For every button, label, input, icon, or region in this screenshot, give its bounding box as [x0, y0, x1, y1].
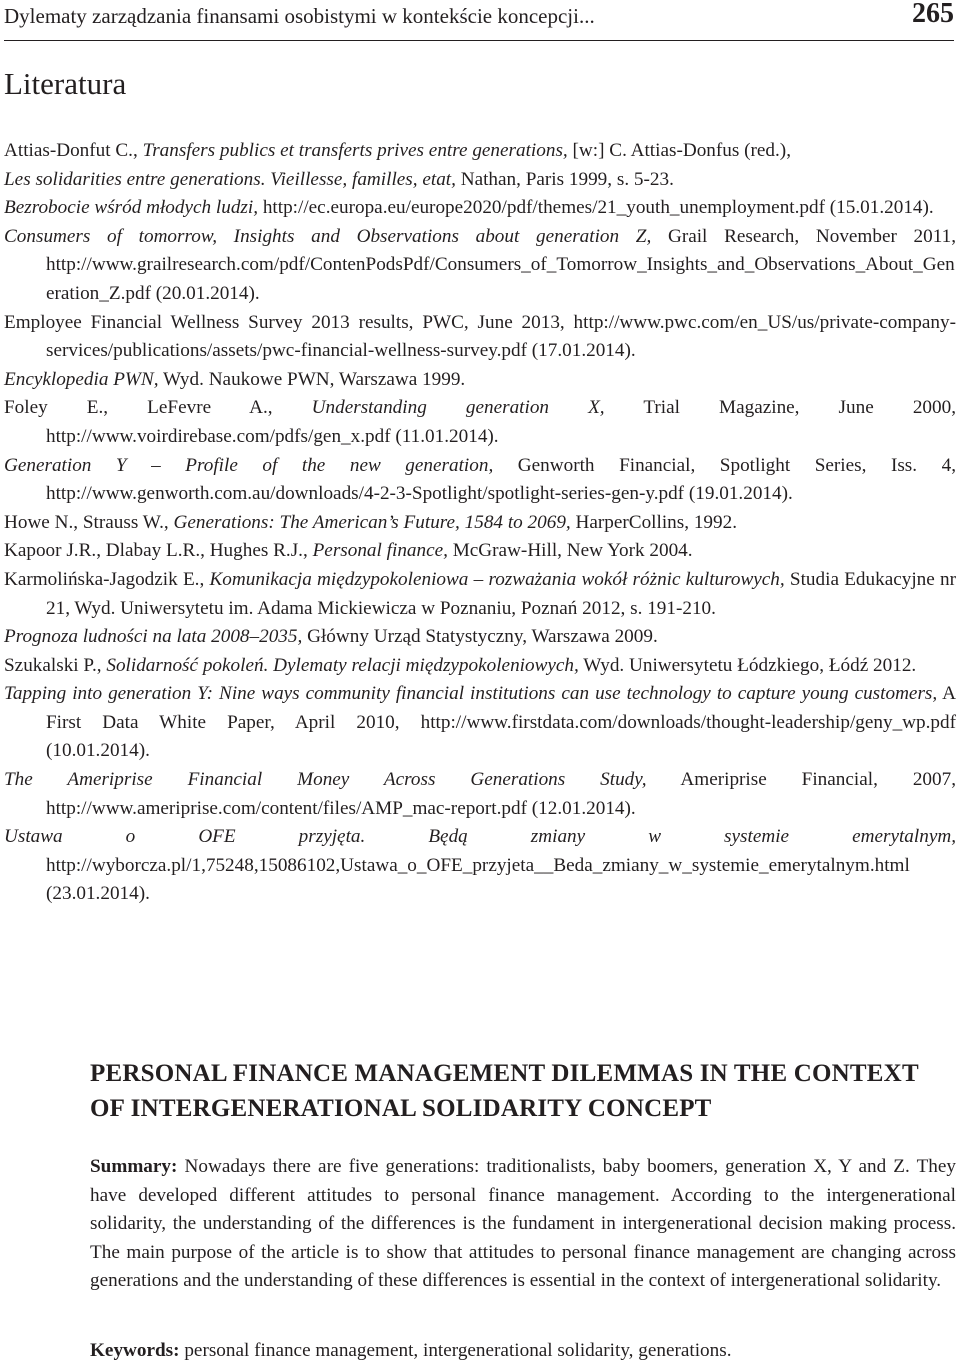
- keywords-paragraph: [90, 1337, 956, 1365]
- reference-authors: Karmolińska-Jagodzik E.,: [4, 568, 210, 590]
- reference-details: http://wyborcza.pl/1,75248,15086102,Ustawa_o_OFE_przyjeta__Beda_zmiany_w_systemie_emerytalnym.html (23.01.2014).: [46, 854, 910, 905]
- keywords-text: personal finance management, intergenerational solidarity, generations.: [179, 1340, 732, 1361]
- reference-title: Personal finance,: [312, 540, 448, 562]
- reference-authors: Foley E., LeFevre A.,: [4, 397, 312, 419]
- reference-details: Ameriprise Financial, 2007, http://www.ameriprise.com/content/files/AMP_mac-report.pdf (12.01.2014).: [46, 769, 956, 819]
- reference-authors: Attias-Donfut C.,: [4, 140, 143, 161]
- reference-authors: Kapoor J.R., Dlabay L.R., Hughes R.J.,: [4, 540, 313, 562]
- reference-title: Generation Y – Profile of the new generation,: [4, 454, 494, 476]
- reference-item: [4, 509, 956, 538]
- reference-details: A First Data White Paper, April 2010, http://www.firstdata.com/downloads/thought-leadership/geny_wp.pdf (10.01.2014).: [46, 683, 956, 762]
- reference-details: [w:] C. Attias-Donfus (red.),: [567, 140, 791, 161]
- reference-details: Genworth Financial, Spotlight Series, Iss. 4, http://www.genworth.com.au/downloads/4-2-3-Spotlight/spotlight-series-gen-y.pdf (19.01.2014).: [46, 454, 957, 505]
- reference-details: HarperCollins, 1992.: [570, 511, 738, 533]
- reference-item: [4, 366, 956, 395]
- reference-item: [4, 680, 956, 766]
- reference-title: Solidarność pokoleń. Dylematy relacji międzypokoleniowych,: [106, 654, 579, 676]
- reference-item: [4, 566, 956, 623]
- summary-text: Nowadays there are five generations: traditionalists, baby boomers, generation X, Y and Z. They have developed different attitudes to personal finance management. According to the intergenerational solidarity, the understanding of the differences is the fundament in intergenerational decision making process. The main purpose of the article is to show that attitudes to personal finance management are changing across generations and the understanding of these differences is essential in the context of intergenerational solidarity.: [90, 1156, 956, 1292]
- reference-item: [4, 823, 956, 909]
- reference-title: Generations: The American’s Future, 1584 to 2069,: [173, 511, 571, 533]
- reference-item: [4, 452, 956, 509]
- reference-title: Komunikacja międzypokoleniowa – rozważania wokół różnic kulturowych,: [209, 568, 785, 590]
- reference-title: Bezrobocie wśród młodych ludzi,: [4, 197, 259, 219]
- reference-title: Understanding generation X,: [311, 397, 605, 419]
- reference-title: Transfers publics et transferts prives entre generations,: [142, 140, 568, 161]
- reference-title: Ustawa o OFE przyjęta. Będą zmiany w systemie emerytalnym,: [4, 826, 956, 848]
- reference-details: http://ec.europa.eu/europe2020/pdf/themes/21_youth_unemployment.pdf (15.01.2014).: [258, 197, 934, 219]
- reference-item: [4, 194, 956, 223]
- page-number: 265: [912, 0, 954, 29]
- summary-paragraph: [90, 1153, 956, 1296]
- reference-authors: Szukalski P.,: [4, 654, 107, 676]
- reference-item: [4, 623, 956, 652]
- reference-item: [4, 766, 956, 823]
- reference-details: Studia Edukacyjne nr 21, Wyd. Uniwersytetu im. Adama Mickiewicza w Poznaniu, Poznań 2012, s. 191-210.: [46, 568, 956, 619]
- reference-details: Nathan, Paris 1999, s. 5-23.: [455, 168, 674, 190]
- running-title: Dylematy zarządzania finansami osobistymi w kontekście koncepcji...: [4, 4, 595, 28]
- reference-details: Wyd. Uniwersytetu Łódzkiego, Łódź 2012.: [578, 654, 917, 676]
- reference-item: [4, 223, 956, 309]
- reference-title: Tapping into generation Y: Nine ways community financial institutions can use technology to capture young customers,: [4, 683, 938, 705]
- keywords-label: Keywords:: [90, 1340, 180, 1361]
- reference-details: Wyd. Naukowe PWN, Warszawa 1999.: [158, 368, 466, 390]
- reference-details: Grail Research, November 2011, http://www.grailresearch.com/pdf/ContenPodsPdf/Consumers_of_Tomorrow_Insights_and_Observations_About_Generation_Z.pdf (20.01.2014).: [46, 225, 956, 304]
- reference-title: Les solidarities entre generations. Vieillesse, familles, etat,: [4, 168, 456, 190]
- page-header: [4, 0, 954, 41]
- reference-details: Główny Urząd Statystyczny, Warszawa 2009.: [302, 626, 658, 648]
- english-title: PERSONAL FINANCE MANAGEMENT DILEMMAS IN THE CONTEXT OF INTERGENERATIONAL SOLIDARITY CONCEPT: [90, 1060, 919, 1122]
- reference-title: Encyklopedia PWN,: [4, 368, 159, 390]
- reference-list: [4, 137, 956, 909]
- reference-details: Trial Magazine, June 2000, http://www.voirdirebase.com/pdfs/gen_x.pdf (11.01.2014).: [46, 397, 956, 447]
- reference-item: [4, 652, 956, 681]
- reference-item: [4, 166, 956, 195]
- reference-item: [4, 537, 956, 566]
- reference-authors: Employee Financial Wellness Survey 2013 results, PWC, June 2013, http://www.pwc.com/en_US/us/private-company-services/publications/assets/pwc-financial-wellness-survey.pdf (17.01.2014).: [4, 311, 956, 362]
- reference-item: [4, 309, 956, 366]
- reference-title: Consumers of tomorrow, Insights and Observations about generation Z,: [4, 225, 652, 247]
- reference-item: [4, 137, 956, 166]
- reference-authors: Howe N., Strauss W.,: [4, 511, 174, 533]
- reference-item: [4, 394, 956, 451]
- reference-details: McGraw-Hill, New York 2004.: [447, 540, 693, 562]
- reference-title: The Ameriprise Financial Money Across Generations Study,: [4, 769, 647, 791]
- reference-title: Prognoza ludności na lata 2008–2035,: [4, 626, 303, 648]
- summary-label: Summary:: [90, 1156, 178, 1177]
- literature-heading: Literatura: [4, 66, 127, 101]
